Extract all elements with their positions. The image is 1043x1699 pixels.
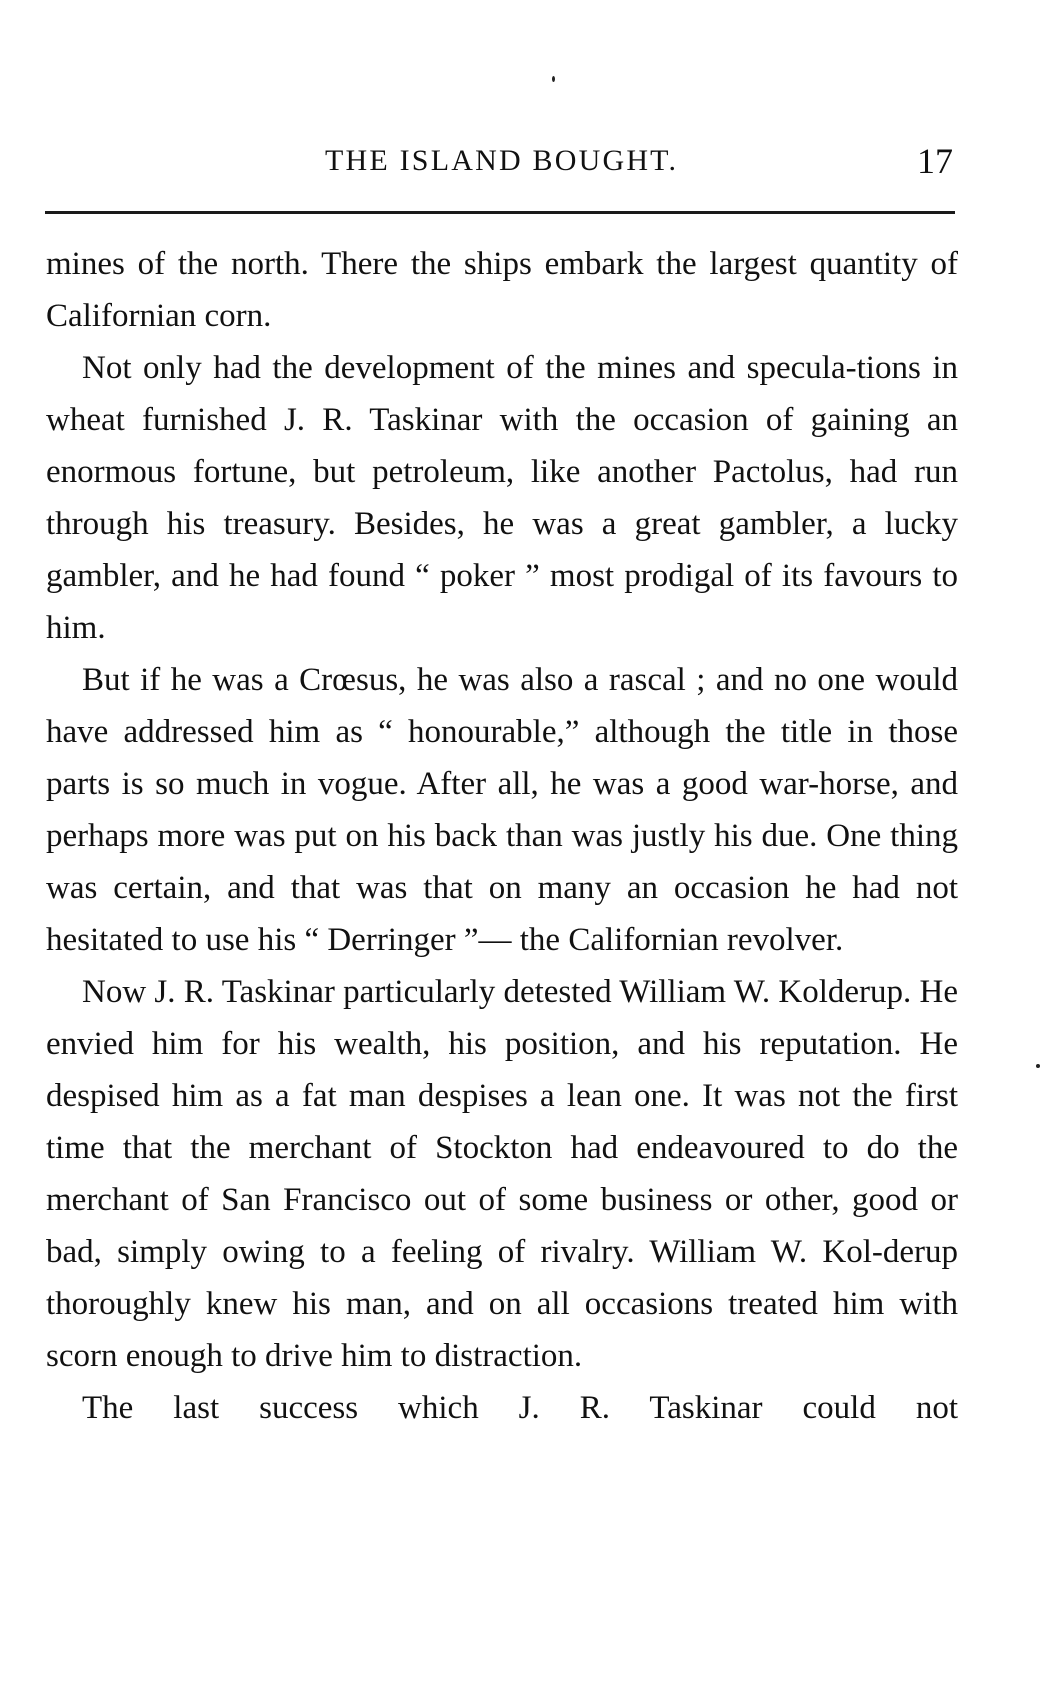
paragraph: Now J. R. Taskinar particularly detested William W. Kolderup. He envied him for his wealth, his position, and his reputation. He despised him as a fat man despises a lean one. It was not the first time that the merchant of Stockton had endeavoured to do the merchant of San Francisco out of some business or other, good or bad, simply owing to a feeling of rivalry. William W. Kol-derup thoroughly knew his man, and on all occasions treated him with scorn enough to drive him to distraction. bbox=[46, 974, 958, 1374]
body-text bbox=[46, 238, 958, 1434]
paragraph: mines of the north. There the ships embark the largest quantity of Californian corn. bbox=[46, 246, 958, 334]
paragraph: But if he was a Crœsus, he was also a rascal ; and no one would have addressed him as “ honourable,” although the title in those parts is so much in vogue. After all, he was a good war-horse, and perhaps more was put on his back than was justly his due. One thing was certain, and that was that on many an occasion he had not hesitated to use his “ Derringer ”— the Californian revolver. bbox=[46, 662, 958, 958]
paragraph: The last success which J. R. Taskinar could not bbox=[82, 1390, 958, 1426]
page-number: 17 bbox=[917, 141, 953, 181]
paragraph: Not only had the development of the mines and specula-tions in wheat furnished J. R. Taskinar with the occasion of gaining an enormous fortune, but petroleum, like another Pactolus, had run through his treasury. Besides, he was a great gambler, a lucky gambler, and he had found “ poker ” most prodigal of its favours to him. bbox=[46, 350, 958, 646]
ink-speck bbox=[1036, 1064, 1040, 1068]
running-title: THE ISLAND BOUGHT. bbox=[325, 144, 679, 177]
header-rule bbox=[45, 211, 955, 214]
ink-speck bbox=[552, 76, 555, 82]
running-head bbox=[45, 140, 965, 190]
